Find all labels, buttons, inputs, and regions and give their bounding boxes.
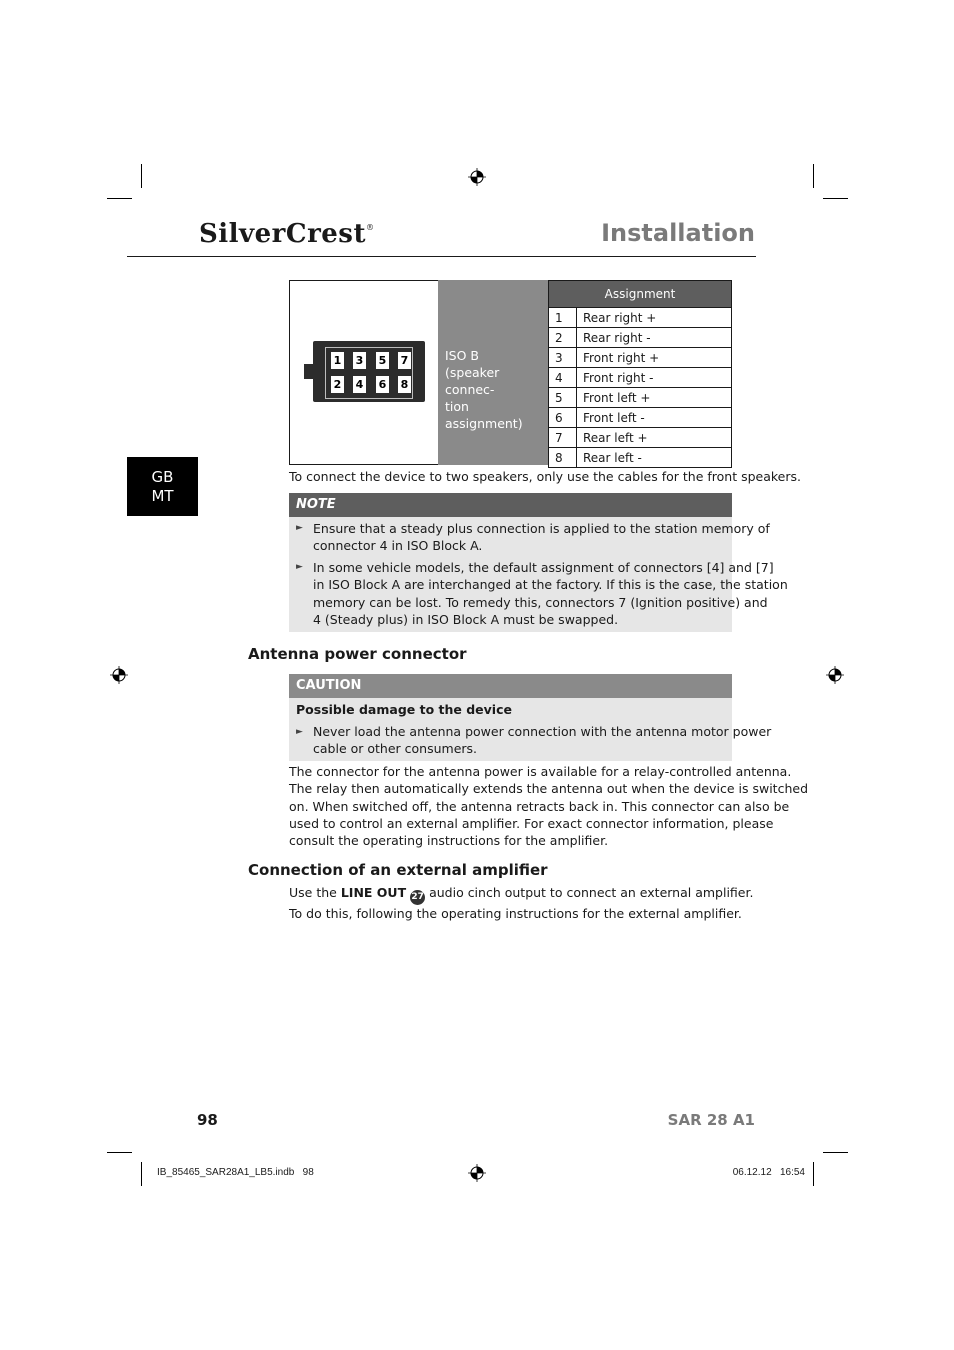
registration-mark-icon xyxy=(110,666,128,684)
model-number: SAR 28 A1 xyxy=(667,1111,755,1129)
table-row xyxy=(549,448,732,468)
crop-mark xyxy=(823,1152,848,1153)
table-row xyxy=(549,348,732,368)
iso-b-table xyxy=(289,280,732,465)
pin-label: 5 xyxy=(376,352,389,369)
connector-diagram-cell xyxy=(289,280,439,465)
pin-assignment: Front left + xyxy=(577,388,732,408)
note-item-1: Ensure that a steady plus connection is applied to the station memory of connector 4 in ISO Block A. xyxy=(313,521,770,554)
note-item-2: In some vehicle models, the default assignment of connectors [4] and [7] in ISO Block A are interchanged at the factory. If this is the case, the station memory can be lost. To remedy this, connectors 7 (Ignition positive) and 4 (Steady plus) in ISO Block A must be swapped. xyxy=(313,560,788,627)
pin-label: 1 xyxy=(331,352,344,369)
table-row xyxy=(549,408,732,428)
bullet-arrow-icon: ► xyxy=(296,523,303,533)
pin-label: 7 xyxy=(398,352,411,369)
pin-assignment: Front left - xyxy=(577,408,732,428)
caution-title: Possible damage to the device xyxy=(296,702,512,717)
iso-block-label: ISO B (speaker connec- tion assignment) xyxy=(445,348,523,431)
pin-label: 4 xyxy=(353,376,366,393)
note-heading: NOTE xyxy=(289,493,732,517)
table-row xyxy=(549,328,732,348)
crop-mark xyxy=(813,1162,814,1186)
assignment-table xyxy=(548,280,732,468)
pin-number: 1 xyxy=(549,308,577,328)
table-row xyxy=(549,388,732,408)
pin-label: 6 xyxy=(376,376,389,393)
registration-mark-icon xyxy=(468,1164,486,1182)
amplifier-line-1: Use the LINE OUT 27 audio cinch output to connect an external amplifier. xyxy=(289,884,753,905)
pin-assignment: Front right + xyxy=(577,348,732,368)
pin-assignment: Rear left - xyxy=(577,448,732,468)
pin-label: 8 xyxy=(398,376,411,393)
iso-connector-diagram xyxy=(313,341,425,402)
two-speaker-text: To connect the device to two speakers, only use the cables for the front speakers. xyxy=(289,469,801,484)
page-number: 98 xyxy=(197,1111,218,1129)
table-row xyxy=(549,308,732,328)
pin-number: 8 xyxy=(549,448,577,468)
connector-tab xyxy=(304,364,314,379)
crop-mark xyxy=(107,198,132,199)
pin-assignment: Rear right - xyxy=(577,328,732,348)
caution-item: Never load the antenna power connection with the antenna motor power cable or other consumers. xyxy=(313,724,772,757)
caution-box xyxy=(289,698,772,761)
table-row xyxy=(549,428,732,448)
antenna-paragraph: The connector for the antenna power is available for a relay-controlled antenna. The relay then automatically extends the antenna out when the device is switched on. When switched off, the antenna retracts back in. This connector can also be used to control an external amplifier. For exact connector information, please consult the operating instructions for the amplifier. xyxy=(289,764,809,849)
brand-logo: SilverCrest® xyxy=(199,219,375,249)
pin-number: 3 xyxy=(549,348,577,368)
amplifier-paragraph: Use the LINE OUT 27 audio cinch output to connect an external amplifier. To do this, following the operating instructions for the external amplifier. xyxy=(289,885,754,921)
language-code-gb: GB xyxy=(151,467,174,486)
caution-heading: CAUTION xyxy=(289,674,732,698)
pin-number: 2 xyxy=(549,328,577,348)
connector-pin-frame xyxy=(325,347,413,399)
pin-number: 4 xyxy=(549,368,577,388)
reference-number-badge: 27 xyxy=(410,890,425,905)
registration-mark-icon xyxy=(468,168,486,186)
iso-block-label-cell xyxy=(438,280,548,465)
pin-number: 6 xyxy=(549,408,577,428)
pin-assignment: Rear right + xyxy=(577,308,732,328)
bullet-arrow-icon: ► xyxy=(296,562,303,572)
pin-label: 2 xyxy=(331,376,344,393)
note-box xyxy=(289,517,788,632)
page-title: Installation xyxy=(601,219,755,247)
antenna-heading: Antenna power connector xyxy=(248,645,467,663)
header-rule xyxy=(127,256,756,257)
pin-assignment: Front right - xyxy=(577,368,732,388)
bullet-arrow-icon: ► xyxy=(296,727,303,737)
language-code-mt: MT xyxy=(151,486,174,505)
print-slug-file: IB_85465_SAR28A1_LB5.indb 98 xyxy=(157,1167,314,1178)
crop-mark xyxy=(813,164,814,188)
assignment-header: Assignment xyxy=(549,281,732,308)
table-row xyxy=(549,368,732,388)
amplifier-heading: Connection of an external amplifier xyxy=(248,861,548,879)
pin-number: 5 xyxy=(549,388,577,408)
pin-number: 7 xyxy=(549,428,577,448)
crop-mark xyxy=(141,164,142,188)
pin-label: 3 xyxy=(353,352,366,369)
crop-mark xyxy=(141,1162,142,1186)
registration-mark-icon xyxy=(826,666,844,684)
crop-mark xyxy=(107,1152,132,1153)
crop-mark xyxy=(823,198,848,199)
print-slug-date: 06.12.12 16:54 xyxy=(732,1167,805,1178)
pin-assignment: Rear left + xyxy=(577,428,732,448)
language-tab xyxy=(127,457,198,516)
